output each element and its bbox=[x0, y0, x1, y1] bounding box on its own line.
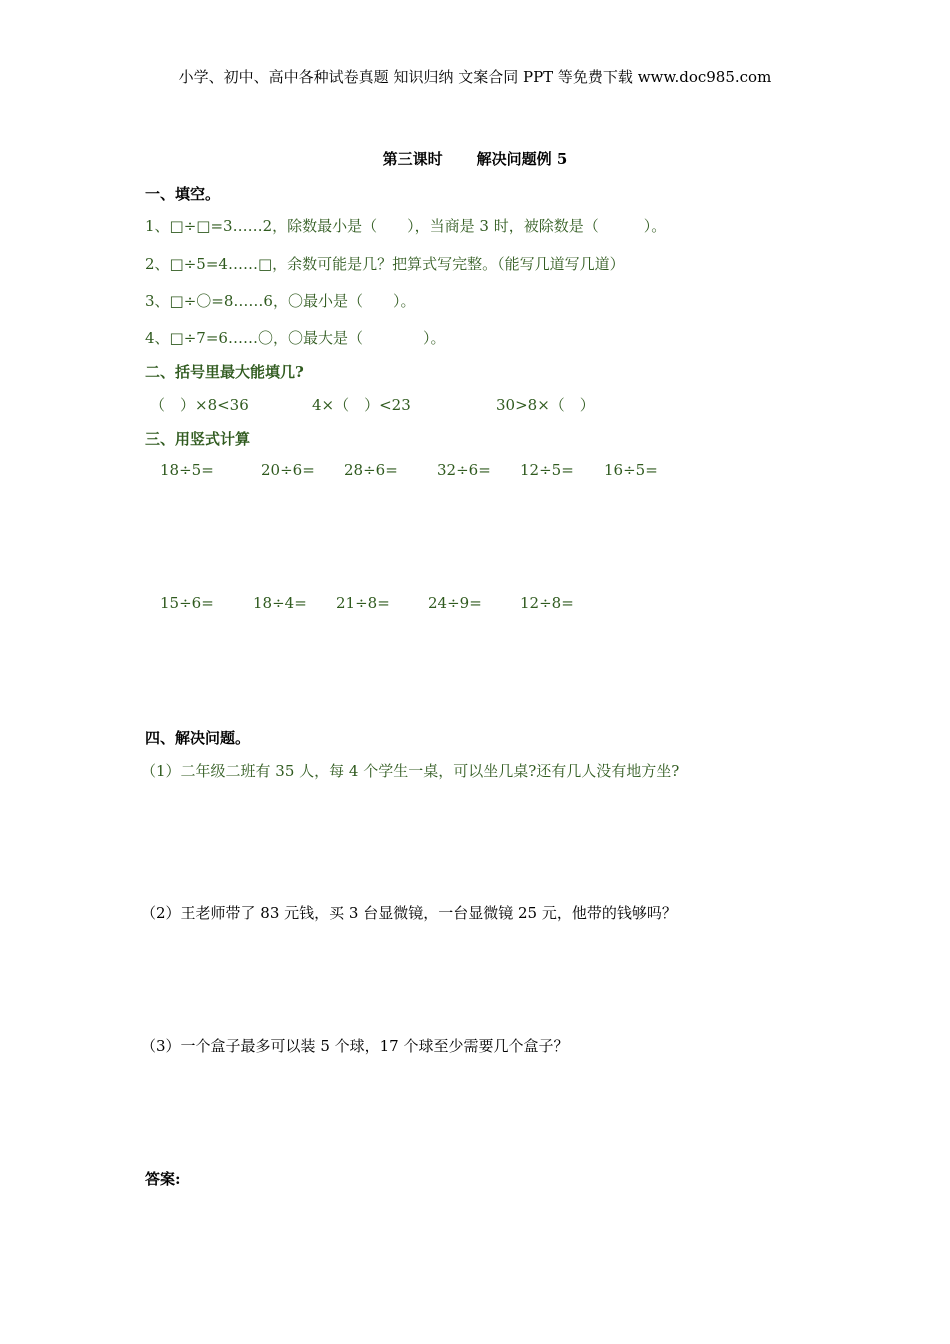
problem-3: （3）一个盒子最多可以装 5 个球，17 个球至少需要几个盒子？ bbox=[141, 1037, 569, 1055]
calc-r1-2: 20÷6= bbox=[261, 461, 315, 479]
section3-heading: 三、用竖式计算 bbox=[145, 430, 251, 448]
calc-r2-4: 24÷9= bbox=[428, 594, 482, 612]
problem-2: （2）王老师带了 83 元钱，买 3 台显微镜，一台显微镜 25 元，他带的钱够吗？ bbox=[141, 904, 677, 922]
calc-r2-3: 21÷8= bbox=[336, 594, 390, 612]
fill-item-3: 3、□÷〇=8……6，〇最小是（ ）。 bbox=[145, 292, 416, 310]
calc-r1-5: 12÷5= bbox=[520, 461, 574, 479]
section1-heading: 一、填空。 bbox=[145, 185, 221, 203]
bracket-item-1: （ ）×8<36 bbox=[150, 396, 249, 414]
lesson-title-right: 解决问题例 5 bbox=[476, 150, 568, 168]
bracket-item-3: 30>8×（ ） bbox=[496, 396, 595, 414]
calc-r1-4: 32÷6= bbox=[437, 461, 491, 479]
calc-r2-2: 18÷4= bbox=[253, 594, 307, 612]
fill-item-1: 1、□÷□=3……2，除数最小是（ ），当商是 3 时，被除数是（ ）。 bbox=[145, 217, 667, 235]
answer-heading: 答案: bbox=[145, 1170, 181, 1188]
fill-item-4: 4、□÷7=6……〇，〇最大是（ ）。 bbox=[145, 329, 446, 347]
lesson-title bbox=[0, 148, 950, 169]
calc-r2-1: 15÷6= bbox=[160, 594, 214, 612]
calc-r1-6: 16÷5= bbox=[604, 461, 658, 479]
lesson-title-left: 第三课时 bbox=[382, 150, 443, 168]
section2-heading: 二、括号里最大能填几? bbox=[145, 363, 304, 381]
calc-r2-5: 12÷8= bbox=[520, 594, 574, 612]
problem-1: （1）二年级二班有 35 人，每 4 个学生一桌，可以坐几桌?还有几人没有地方坐? bbox=[141, 762, 680, 780]
calc-r1-1: 18÷5= bbox=[160, 461, 214, 479]
bracket-item-2: 4×（ ）<23 bbox=[312, 396, 411, 414]
section4-heading: 四、解决问题。 bbox=[145, 729, 251, 747]
fill-item-2: 2、□÷5=4……□，余数可能是几？把算式写完整。（能写几道写几道） bbox=[145, 255, 625, 273]
calc-r1-3: 28÷6= bbox=[344, 461, 398, 479]
page-header: 小学、初中、高中各种试卷真题 知识归纳 文案合同 PPT 等免费下载 www.doc985.com bbox=[178, 68, 772, 86]
